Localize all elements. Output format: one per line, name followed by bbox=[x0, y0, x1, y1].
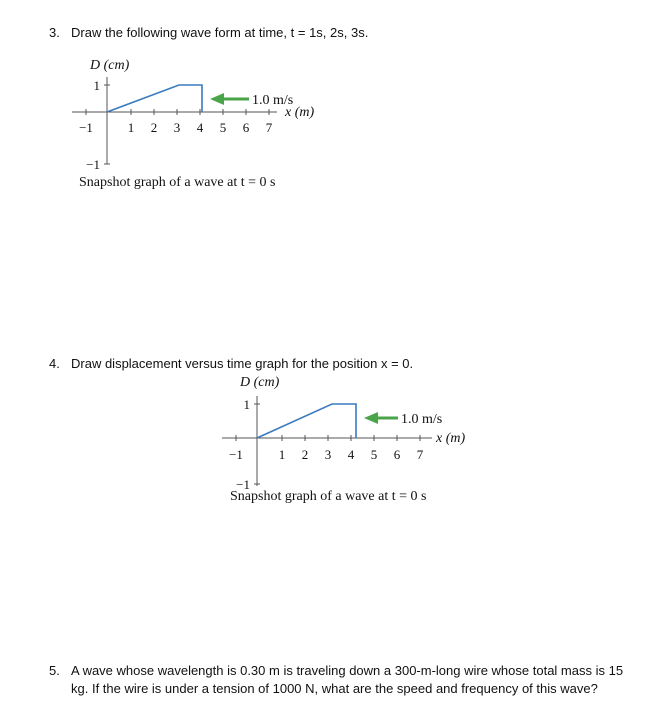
x-tick-label: 5 bbox=[219, 120, 227, 135]
x-tick-label: 2 bbox=[150, 120, 158, 135]
graph-caption: Snapshot graph of a wave at t = 0 s bbox=[230, 489, 427, 504]
x-tick-label: 4 bbox=[347, 447, 355, 462]
x-tick-label: 7 bbox=[265, 120, 273, 135]
question-5 bbox=[49, 662, 639, 698]
x-axis-label: x (m) bbox=[436, 431, 466, 446]
question-text: A wave whose wavelength is 0.30 m is traveling down a 300-m-long wire whose total mass is 15 kg. If the wire is under a tension of 1000 N, what are the speed and frequency of this wave? bbox=[71, 663, 624, 696]
velocity-arrow-head-icon bbox=[364, 412, 378, 424]
snapshot-graph-q3 bbox=[40, 52, 340, 202]
x-tick-label: 4 bbox=[196, 120, 204, 135]
velocity-arrow-head-icon bbox=[210, 93, 224, 105]
waveform-line bbox=[257, 404, 356, 438]
graph-caption: Snapshot graph of a wave at t = 0 s bbox=[79, 175, 276, 190]
x-tick-label: 6 bbox=[242, 120, 250, 135]
question-text: Draw displacement versus time graph for the position x = 0. bbox=[71, 356, 414, 371]
velocity-label: 1.0 m/s bbox=[401, 412, 443, 427]
x-tick-label: 1 bbox=[127, 120, 135, 135]
y-tick-label: −1 bbox=[86, 157, 100, 172]
x-tick-label: 7 bbox=[416, 447, 424, 462]
y-tick-label: −1 bbox=[236, 477, 250, 492]
velocity-label: 1.0 m/s bbox=[252, 93, 294, 108]
x-tick-label: −1 bbox=[229, 447, 243, 462]
x-tick-label: 6 bbox=[393, 447, 401, 462]
question-text: Draw the following wave form at time, t = 1s, 2s, 3s. bbox=[71, 25, 369, 40]
x-tick-label: 1 bbox=[278, 447, 286, 462]
x-tick-label: 5 bbox=[370, 447, 378, 462]
waveform-line bbox=[107, 85, 202, 112]
question-number: 5. bbox=[49, 663, 60, 678]
x-axis-label: x (m) bbox=[285, 105, 315, 120]
y-tick-label: 1 bbox=[243, 397, 250, 412]
question-number: 4. bbox=[49, 356, 60, 371]
x-tick-label: 3 bbox=[324, 447, 332, 462]
x-tick-label: 3 bbox=[173, 120, 181, 135]
question-number: 3. bbox=[49, 25, 60, 40]
y-tick-label: 1 bbox=[93, 78, 100, 93]
question-3 bbox=[49, 24, 368, 42]
x-tick-label: −1 bbox=[79, 120, 93, 135]
snapshot-graph-q4 bbox=[185, 366, 495, 516]
y-axis-label: D (cm) bbox=[240, 375, 280, 390]
y-axis-label: D (cm) bbox=[90, 58, 130, 73]
x-tick-label: 2 bbox=[301, 447, 309, 462]
